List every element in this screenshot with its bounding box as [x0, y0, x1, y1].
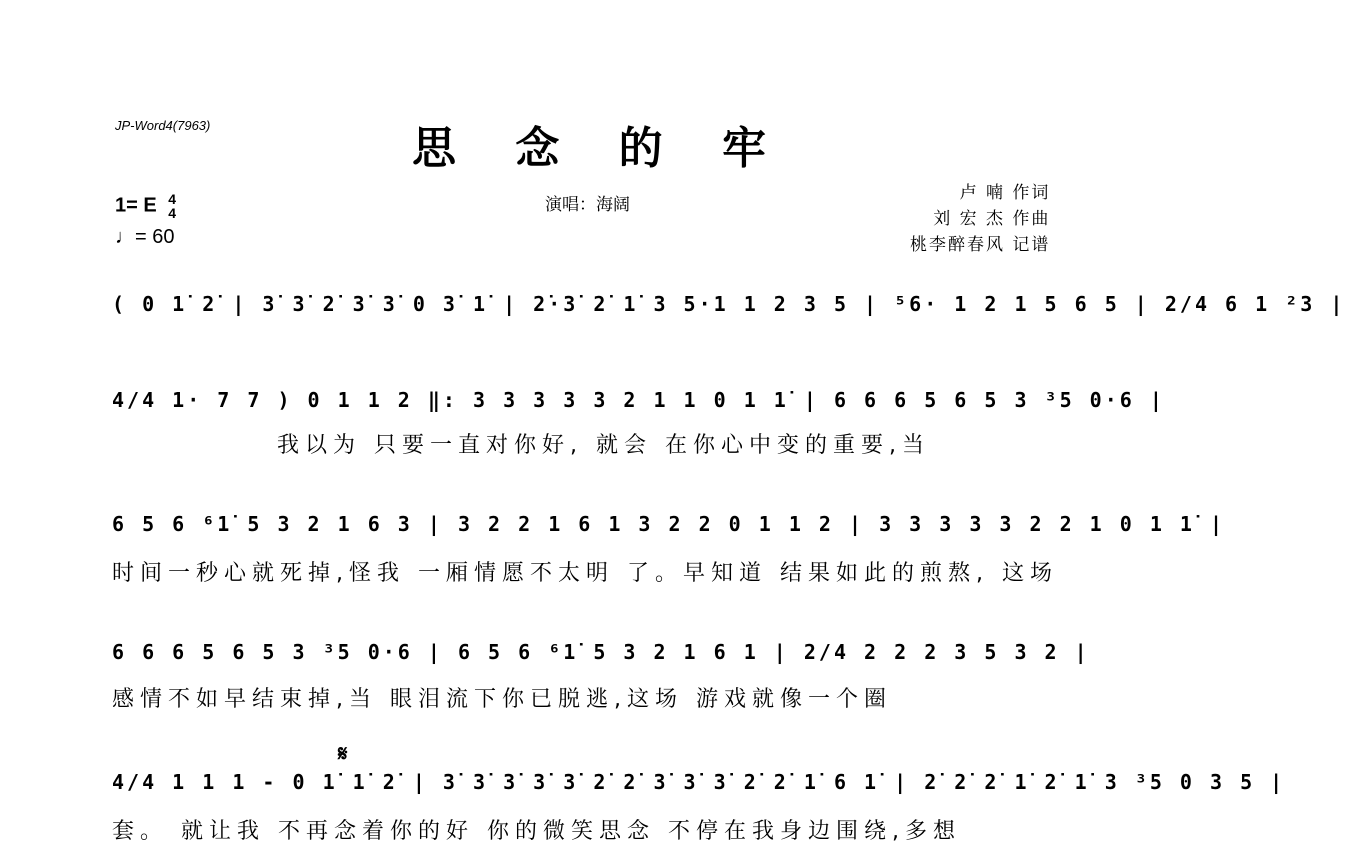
score-row-3	[112, 512, 1226, 586]
time-signature-denominator: 4	[168, 205, 177, 221]
key-signature	[115, 192, 176, 220]
segno-sign: 𝄋	[338, 742, 348, 767]
singer-credit: 演唱：海阔	[545, 195, 630, 215]
notation-line: 6 5 6 ⁶1̇ 5 3 2 1 6 3 | 3 2 2 1 6 1 3 2 2 0 1 1 2 | 3 3 3 3 3 2 2 1 0 1 1̇ |	[112, 512, 1226, 536]
score-row-4	[112, 640, 1092, 712]
key-label: 1= E	[115, 194, 157, 217]
score-row-2	[112, 388, 1165, 458]
tempo-marking: ♩= 60	[115, 226, 175, 248]
song-title: 思 念 的 牢	[412, 123, 788, 174]
time-signature-numerator: 4	[168, 191, 177, 207]
notation-line: 4/4 1· 7 7 ) 0 1 1 2 ‖: 3 3 3 3 3 2 1 1 0 1 1̇ | 6 6 6 5 6 5 3 ³5 0·6 |	[112, 388, 1165, 412]
notation-line: ( 0 1̇ 2̇ | 3̇ 3̇ 2̇ 3̇ 3̇ 0 3̇ 1̇ | 2̇·3̇ 2̇ 1̇ 3 5·1 1 2 3 5 | ⁵6· 1 2 1 5 6 5 | 2/4 6 1 ²3 |	[112, 292, 1345, 316]
lyricist-credit: 卢 喃 作词	[959, 183, 1051, 203]
lyrics-line: 感情不如早结束掉,当 眼泪流下你已脱逃,这场 游戏就像一个圈	[112, 687, 892, 712]
time-signature	[168, 192, 176, 220]
notation-line: 4/4 1 1 1 - 0 1̇ 1̇ 2̇ | 3̇ 3̇ 3̇ 3̇ 3̇ 2̇ 2̇ 3̇ 3̇ 3̇ 2̇ 2̇ 1̇ 6 1̇ | 2̇ 2̇ 2̇ 1̇ 2̇ 1̇ 3 ³5 0 3 5 |	[112, 770, 1286, 794]
notation-line: 6 6 6 5 6 5 3 ³5 0·6 | 6 5 6 ⁶1̇ 5 3 2 1 6 1 | 2/4 2 2 2 3 5 3 2 |	[112, 640, 1090, 664]
composer-credit: 刘 宏 杰 作曲	[933, 209, 1051, 229]
lyrics-line: 套。 就让我 不再念着你的好 你的微笑思念 不停在我身边围绕,多想	[112, 819, 961, 844]
score-row-1	[112, 292, 1345, 332]
score-row-5	[112, 770, 1286, 844]
lyrics-line: 我以为 只要一直对你好, 就会 在你心中变的重要,当	[277, 433, 930, 458]
transcriber-credit: 桃李醉春风 记谱	[910, 235, 1051, 255]
lyrics-line: 时间一秒心就死掉,怪我 一厢情愿不太明 了。早知道 结果如此的煎熬, 这场	[112, 561, 1058, 586]
source-label: JP-Word4(7963)	[115, 118, 211, 133]
credits-block	[910, 180, 1050, 258]
